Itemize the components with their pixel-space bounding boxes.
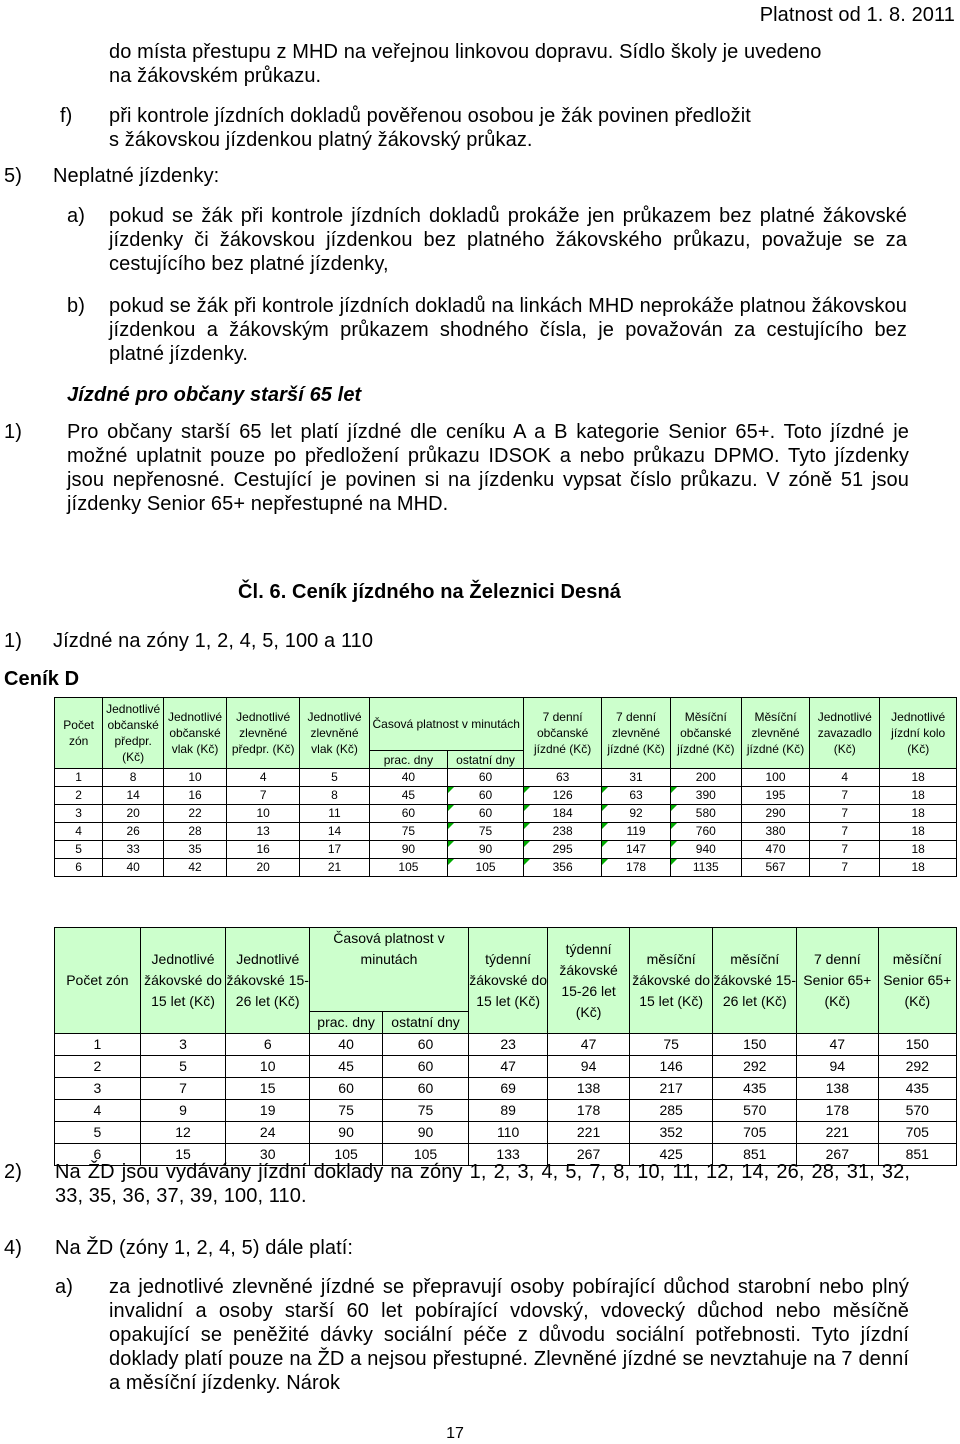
table-cell: 200 (670, 769, 741, 787)
table-cell: 760 (670, 823, 741, 841)
t1-header-bicycle: Jednotlivé jízdní kolo (Kč) (880, 698, 957, 769)
table-cell: 851 (878, 1144, 956, 1166)
t1-header-other-days: ostatní dny (448, 751, 524, 769)
table-cell: 11 (300, 805, 369, 823)
table-cell: 15 (226, 1078, 310, 1100)
table-cell: 940 (670, 841, 741, 859)
table-cell: 147 (602, 841, 670, 859)
table-cell: 28 (164, 823, 227, 841)
table-cell: 1135 (670, 859, 741, 877)
table-cell: 75 (369, 823, 448, 841)
continuation-line-1: do místa přestupu z MHD na veřejnou linkovou dopravu. Sídlo školy je uvedeno (109, 41, 822, 63)
table-cell: 12 (140, 1122, 226, 1144)
table-row (55, 769, 957, 787)
table-cell: 4 (55, 1100, 141, 1122)
table-cell: 47 (797, 1034, 879, 1056)
price-table-students-seniors (54, 927, 957, 1166)
table-cell: 60 (383, 1034, 469, 1056)
table-cell: 6 (226, 1034, 310, 1056)
t1-header-7day-reduced: 7 denní zlevněné jízdné (Kč) (602, 698, 670, 769)
t2-header-monthly-15-26: měsíční žákovské 15-26 let (Kč) (713, 928, 797, 1034)
table-cell: 390 (670, 787, 741, 805)
t2-header-7day-senior: 7 denní Senior 65+ (Kč) (797, 928, 879, 1034)
table-cell: 63 (523, 769, 602, 787)
table-cell: 92 (602, 805, 670, 823)
table-cell: 7 (810, 805, 880, 823)
table-cell: 18 (880, 805, 957, 823)
table-cell: 221 (797, 1122, 879, 1144)
table-cell: 75 (448, 823, 524, 841)
section-5-title: Neplatné jízdenky: (53, 165, 220, 187)
table-cell: 570 (878, 1100, 956, 1122)
table-cell: 267 (797, 1144, 879, 1166)
table-cell: 30 (226, 1144, 310, 1166)
table-cell: 195 (741, 787, 809, 805)
table-cell: 5 (55, 1122, 141, 1144)
table-cell: 40 (369, 769, 448, 787)
table-cell: 3 (55, 805, 103, 823)
table-cell: 267 (548, 1144, 630, 1166)
table-cell: 5 (300, 769, 369, 787)
table-row (55, 1034, 957, 1056)
t1-header-7day-civil: 7 denní občanské jízdné (Kč) (523, 698, 602, 769)
table-cell: 60 (383, 1078, 469, 1100)
item-a-label: a) (67, 205, 85, 227)
table-cell: 380 (741, 823, 809, 841)
table-cell: 75 (383, 1100, 469, 1122)
item-b-label: b) (67, 295, 85, 317)
page-number: 17 (446, 1425, 464, 1442)
table-cell: 89 (468, 1100, 547, 1122)
t1-header-luggage: Jednotlivé zavazadlo (Kč) (810, 698, 880, 769)
section-5-label: 5) (4, 165, 22, 187)
t2-header-monthly-under15: měsíční žákovské do 15 let (Kč) (629, 928, 713, 1034)
table-cell: 7 (810, 823, 880, 841)
table-cell: 90 (448, 841, 524, 859)
table-cell: 17 (300, 841, 369, 859)
t1-header-workdays: prac. dny (369, 751, 448, 769)
table-cell: 22 (164, 805, 227, 823)
table-cell: 60 (448, 769, 524, 787)
table-cell: 6 (55, 1144, 141, 1166)
table-cell: 126 (523, 787, 602, 805)
t2-header-time-validity: Časová platnost v minutách (310, 928, 469, 1012)
table-cell: 19 (226, 1100, 310, 1122)
price-table-d (54, 697, 957, 877)
t2-header-monthly-senior: měsíční Senior 65+ (Kč) (878, 928, 956, 1034)
table-cell: 295 (523, 841, 602, 859)
t2-header-single-under15: Jednotlivé žákovské do 15 let (Kč) (140, 928, 226, 1034)
table-cell: 4 (55, 823, 103, 841)
item-2-text: Na ŽD jsou vydávány jízdní doklady na zóny 1, 2, 3, 4, 5, 7, 8, 10, 11, 12, 14, 26, 28, 31, 32, 33, 35, 36, 37, 39, 100, 110. (55, 1161, 910, 1207)
table-cell: 105 (310, 1144, 383, 1166)
table-cell: 18 (880, 841, 957, 859)
table-cell: 105 (448, 859, 524, 877)
table-cell: 45 (369, 787, 448, 805)
table-cell: 40 (103, 859, 164, 877)
table-cell: 24 (226, 1122, 310, 1144)
table-cell: 31 (602, 769, 670, 787)
t2-header-workdays: prac. dny (310, 1012, 383, 1034)
table-cell: 14 (300, 823, 369, 841)
table-cell: 7 (226, 787, 299, 805)
table-cell: 150 (713, 1034, 797, 1056)
table-cell: 425 (629, 1144, 713, 1166)
table-cell: 356 (523, 859, 602, 877)
table-cell: 150 (878, 1034, 956, 1056)
item-4a-text: za jednotlivé zlevněné jízdné se přepravují osoby pobírající důchod starobní nebo plný invalidní a osoby starší 60 let pobírající vdovský, vdovecký důchod nebo měsíčně opakující se peněžité dávky sociální péče z důvodu sociální potřebnosti. Tyto jízdní doklady platí pouze na ŽD a nejsou přestupné. Zlevněné jízdné se nevztahuje na 7 denní a měsíční jízdenky. Nárok (109, 1276, 909, 1394)
table-cell: 292 (713, 1056, 797, 1078)
zones-item-label: 1) (4, 630, 22, 652)
table-cell: 4 (810, 769, 880, 787)
table-cell: 7 (810, 787, 880, 805)
senior-item-1-text: Pro občany starší 65 let platí jízdné dle ceníku A a B kategorie Senior 65+. Toto jízdné je možné uplatnit pouze po předložení průkazu IDSOK a nebo průkazu DPMO. Tyto jízdenky jsou nepřenosné. Cestující je povinen si na jízdenku vypsat číslo průkazu. V zóně 51 jsou jízdenky Senior 65+ nepřestupné na MHD. (67, 421, 909, 515)
table-cell: 851 (713, 1144, 797, 1166)
t2-header-zones: Počet zón (55, 928, 141, 1034)
table-cell: 4 (226, 769, 299, 787)
table-cell: 6 (55, 859, 103, 877)
table-cell: 14 (103, 787, 164, 805)
table-cell: 290 (741, 805, 809, 823)
table-cell: 90 (383, 1122, 469, 1144)
table-cell: 133 (468, 1144, 547, 1166)
table-cell: 217 (629, 1078, 713, 1100)
table-cell: 75 (629, 1034, 713, 1056)
t1-header-zones: Počet zón (55, 698, 103, 769)
t1-header-monthly-reduced: Měsíční zlevněné jízdné (Kč) (741, 698, 809, 769)
table-cell: 63 (602, 787, 670, 805)
table-cell: 184 (523, 805, 602, 823)
table-row (55, 1078, 957, 1100)
table-cell: 705 (878, 1122, 956, 1144)
table-cell: 20 (103, 805, 164, 823)
senior-item-1-label: 1) (4, 421, 22, 443)
validity-date: Platnost od 1. 8. 2011 (759, 4, 955, 26)
t1-header-reduced-bus: Jednotlivé zlevněné předpr. (Kč) (226, 698, 299, 769)
continuation-line-2: na žákovském průkazu. (109, 65, 322, 87)
table-cell: 20 (226, 859, 299, 877)
table-cell: 18 (880, 859, 957, 877)
table-cell: 2 (55, 787, 103, 805)
table-cell: 5 (55, 841, 103, 859)
table-cell: 435 (713, 1078, 797, 1100)
item-b-text: pokud se žák při kontrole jízdních dokladů na linkách MHD neprokáže platnou žákovskou jízdenkou a žákovským průkazem shodného čísla, je považován za cestujícího bez platné jízdenky. (109, 295, 907, 365)
table-row (55, 823, 957, 841)
table-row (55, 1100, 957, 1122)
table-cell: 21 (300, 859, 369, 877)
t1-header-reduced-train: Jednotlivé zlevněné vlak (Kč) (300, 698, 369, 769)
t1-header-time-validity: Časová platnost v minutách (369, 698, 523, 751)
table-cell: 60 (448, 787, 524, 805)
table-cell: 9 (140, 1100, 226, 1122)
table-cell: 90 (310, 1122, 383, 1144)
table-row (55, 805, 957, 823)
pricelist-name: Ceník D (4, 668, 80, 690)
table-cell: 26 (103, 823, 164, 841)
table-cell: 580 (670, 805, 741, 823)
table-cell: 110 (468, 1122, 547, 1144)
table-cell: 8 (103, 769, 164, 787)
table-cell: 105 (383, 1144, 469, 1166)
table-cell: 567 (741, 859, 809, 877)
table-cell: 60 (310, 1078, 383, 1100)
table-row (55, 841, 957, 859)
table-row (55, 1122, 957, 1144)
t2-header-single-15-26: Jednotlivé žákovské 15-26 let (Kč) (226, 928, 310, 1034)
t1-header-civil-bus: Jednotlivé občanské předpr. (Kč) (103, 698, 164, 769)
item-4-label: 4) (4, 1237, 22, 1259)
table-cell: 45 (310, 1056, 383, 1078)
table-cell: 705 (713, 1122, 797, 1144)
item-f-line-1: při kontrole jízdních dokladů pověřenou osobou je žák povinen předložit (109, 105, 751, 127)
table-cell: 10 (164, 769, 227, 787)
table-row (55, 787, 957, 805)
table-cell: 138 (548, 1078, 630, 1100)
table-cell: 100 (741, 769, 809, 787)
table-cell: 18 (880, 787, 957, 805)
table-cell: 47 (548, 1034, 630, 1056)
table-cell: 33 (103, 841, 164, 859)
table-cell: 23 (468, 1034, 547, 1056)
table-cell: 35 (164, 841, 227, 859)
table-cell: 3 (140, 1034, 226, 1056)
table-cell: 60 (369, 805, 448, 823)
table-row (55, 1056, 957, 1078)
item-2-label: 2) (4, 1161, 22, 1183)
table-cell: 16 (164, 787, 227, 805)
table-cell: 221 (548, 1122, 630, 1144)
table-cell: 3 (55, 1078, 141, 1100)
table-cell: 18 (880, 769, 957, 787)
table-cell: 238 (523, 823, 602, 841)
table-cell: 178 (602, 859, 670, 877)
table-cell: 7 (810, 841, 880, 859)
table-cell: 60 (383, 1056, 469, 1078)
table-cell: 10 (226, 1056, 310, 1078)
t1-header-civil-train: Jednotlivé občanské vlak (Kč) (164, 698, 227, 769)
table-cell: 94 (548, 1056, 630, 1078)
table-cell: 60 (448, 805, 524, 823)
table-cell: 105 (369, 859, 448, 877)
table-cell: 570 (713, 1100, 797, 1122)
table-cell: 8 (300, 787, 369, 805)
t2-header-weekly-under15: týdenní žákovské do 15 let (Kč) (468, 928, 547, 1034)
table-cell: 18 (880, 823, 957, 841)
senior-heading: Jízdné pro občany starší 65 let (67, 384, 362, 406)
item-f-label: f) (60, 105, 73, 127)
table-cell: 13 (226, 823, 299, 841)
item-4a-label: a) (55, 1276, 73, 1298)
table-row (55, 859, 957, 877)
table-cell: 90 (369, 841, 448, 859)
table-cell: 40 (310, 1034, 383, 1056)
t1-header-monthly-civil: Měsíční občanské jízdné (Kč) (670, 698, 741, 769)
table-cell: 69 (468, 1078, 547, 1100)
table-cell: 16 (226, 841, 299, 859)
table-cell: 352 (629, 1122, 713, 1144)
table-cell: 42 (164, 859, 227, 877)
table-cell: 1 (55, 769, 103, 787)
article-title: Čl. 6. Ceník jízdného na Železnici Desná (238, 581, 621, 603)
table-cell: 7 (810, 859, 880, 877)
table-cell: 470 (741, 841, 809, 859)
table-cell: 146 (629, 1056, 713, 1078)
table-cell: 10 (226, 805, 299, 823)
table-cell: 119 (602, 823, 670, 841)
item-a-text: pokud se žák při kontrole jízdních dokladů prokáže jen průkazem bez platné žákovské jízdenky či žákovskou jízdenkou bez platného žákovského průkazu, považuje se za cestujícího bez platné jízdenky, (109, 205, 907, 275)
table-cell: 75 (310, 1100, 383, 1122)
zones-item-text: Jízdné na zóny 1, 2, 4, 5, 100 a 110 (53, 630, 374, 652)
table-cell: 15 (140, 1144, 226, 1166)
table-cell: 285 (629, 1100, 713, 1122)
t2-header-weekly-15-26: týdenní žákovské 15-26 let (Kč) (548, 928, 630, 1034)
table-cell: 2 (55, 1056, 141, 1078)
table-cell: 7 (140, 1078, 226, 1100)
table-cell: 47 (468, 1056, 547, 1078)
table-cell: 292 (878, 1056, 956, 1078)
table-cell: 178 (797, 1100, 879, 1122)
table-cell: 5 (140, 1056, 226, 1078)
table-cell: 94 (797, 1056, 879, 1078)
t2-header-other-days: ostatní dny (383, 1012, 469, 1034)
table-cell: 435 (878, 1078, 956, 1100)
table-cell: 138 (797, 1078, 879, 1100)
item-f-line-2: s žákovskou jízdenkou platný žákovský průkaz. (109, 129, 533, 151)
table-cell: 178 (548, 1100, 630, 1122)
table-cell: 1 (55, 1034, 141, 1056)
item-4-text: Na ŽD (zóny 1, 2, 4, 5) dále platí: (55, 1237, 354, 1259)
